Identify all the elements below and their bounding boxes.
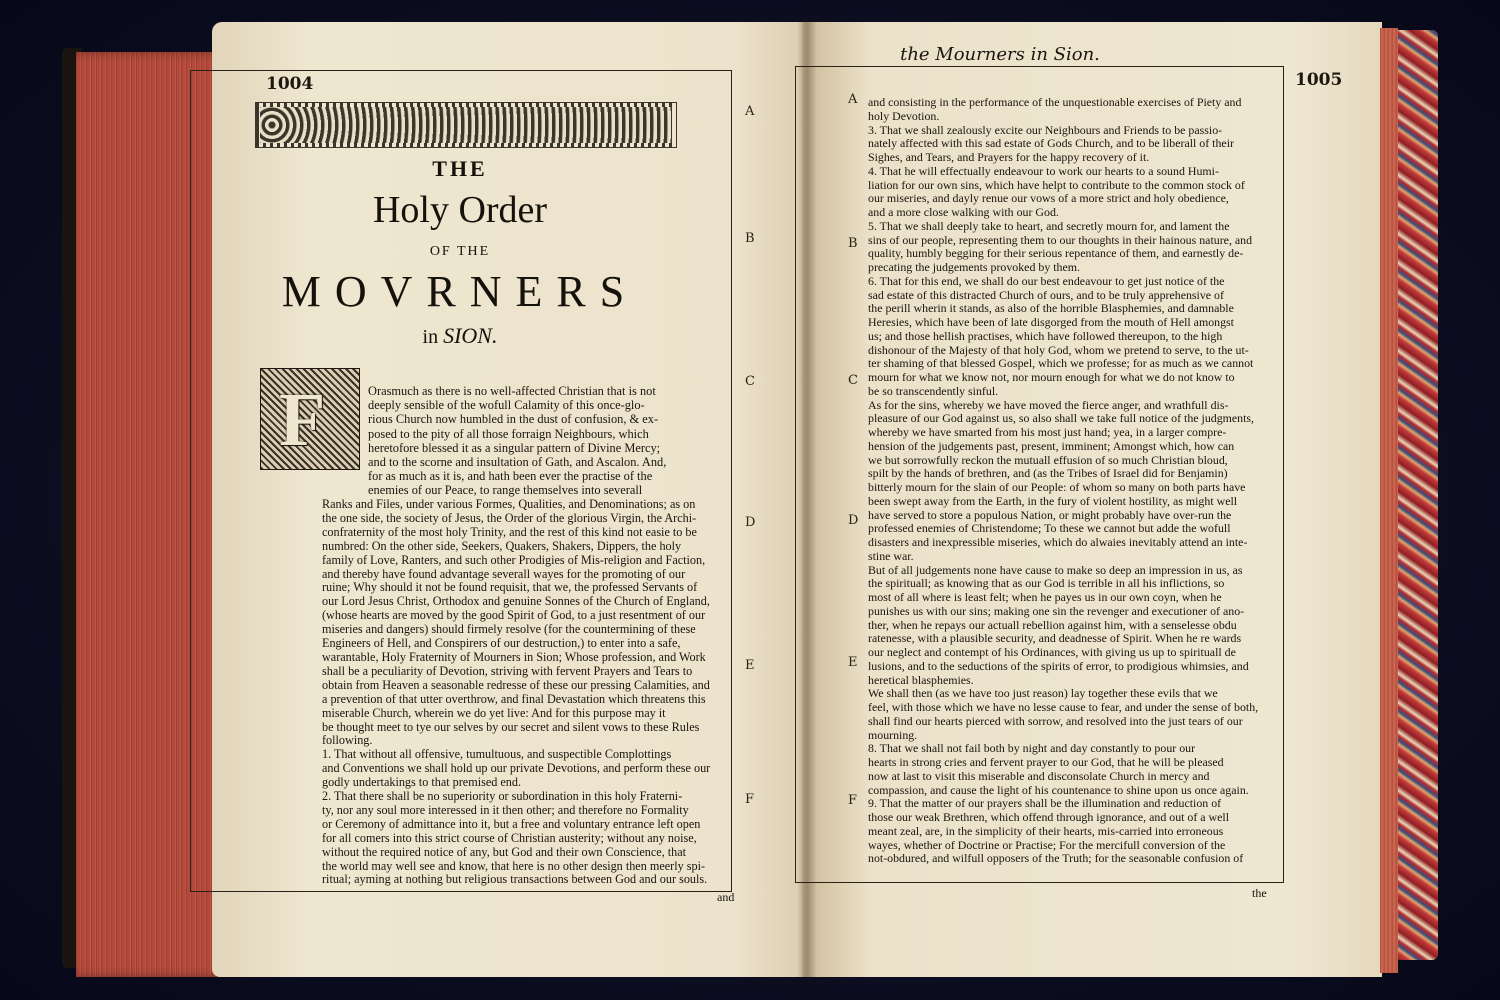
title-mourners: MOVRNERS [281, 267, 639, 316]
headpiece-ornament [255, 102, 677, 148]
text-line: heretical blasphemies. [868, 673, 974, 687]
text-line: most of all where is least felt; when he payes us in our own coyn, when he [868, 591, 1222, 604]
left-body-text [322, 498, 735, 887]
text-line: 4. That he will effectually endeavour to work our hearts to a sound Humi- [868, 164, 1219, 178]
right-page-number: 1005 [1295, 70, 1343, 90]
text-line: posed to the pity of all those forraign Neighbours, which [368, 426, 649, 441]
left-margin-letter-c: C [745, 374, 755, 389]
text-line: and a more close walking with our God. [868, 206, 1059, 219]
text-line: Sighes, and Tears, and Prayers for the happy recovery of it. [868, 151, 1150, 164]
right-page-edges [1380, 28, 1398, 973]
drop-cap-initial [260, 368, 360, 470]
text-line: punishes us with our sins; making one sin the revenger and executioner of ano- [868, 604, 1245, 618]
text-line: 3. That we shall zealously excite our Neighbours and Friends to be passio- [868, 123, 1223, 137]
text-line: our miseries, and dayly renue our vows of a more strict and holy obedience, [868, 192, 1229, 206]
title-in: in [422, 326, 439, 348]
text-line: the world may well see and know, that here is no other design then meerly spi- [322, 859, 706, 873]
text-line: bitterly mourn for the slain of our People: of whom so many on both parts have [868, 481, 1246, 494]
text-line: hearts in strong cries and fervent prayer to our God, that he will be pleased [868, 756, 1224, 769]
left-margin-letter-d: D [745, 515, 756, 530]
text-line: have served to store a populous Nation, or might probably have over-run the [868, 508, 1232, 522]
right-margin-letter-f: F [848, 793, 858, 808]
text-line: ritual; ayming at nothing but religious transactions between God and our souls. [322, 873, 708, 887]
text-line: As for the sins, whereby we have moved the fierce anger, and wrathfull dis- [868, 398, 1229, 412]
title-block [250, 148, 670, 349]
text-line: our neglect and contempt of his Ordinances, with giving us up to spirituall de [868, 646, 1236, 659]
text-line: a prevention of that utter overthrow, and final Devastation which threatens this [322, 692, 706, 706]
right-margin-letter-b: B [848, 236, 858, 251]
marbled-endpaper [1398, 30, 1438, 960]
text-line: ratenesse, with a plausible security, and deadnesse of Spirit. When he re wards [868, 632, 1242, 646]
text-line: mourning. [868, 728, 918, 742]
text-line: Orasmuch as there is no well-affected Christian that is not [368, 384, 656, 398]
left-margin-letter-b: B [745, 231, 755, 246]
text-line: whereby we have smarted from his most just hand; yea, in a larger compre- [868, 426, 1227, 439]
text-line: for as much as it is, and hath been ever the practise of the [368, 469, 653, 484]
text-line: miseries and dangers) should firmely resolve (for the countermining of these [322, 623, 696, 637]
text-line: for all comers into this strict course of Christian austerity; without any noise, [322, 831, 697, 845]
text-line: ter shaming of that blessed Gospel, which we professe; for as much as we cannot [868, 357, 1254, 371]
text-line: professed enemies of Christendome; To these we cannot but adde the wofull [868, 522, 1231, 536]
text-line: or Ceremony of admittance into it, but a free and voluntary entrance left open [322, 817, 701, 831]
text-line: family of Love, Ranters, and such other Prodigies of Mis-religion and Faction, [322, 553, 706, 567]
text-line: not-obdured, and wilfull opposers of the Truth; for the seasonable confusion of [868, 852, 1244, 866]
text-line: be so transcendently sinful. [868, 384, 999, 398]
title-sion: SION. [443, 323, 498, 348]
title-in-sion [250, 323, 670, 349]
text-line: and thereby have found advantage severall wayes for the promoting of our [322, 567, 686, 581]
right-margin-letter-d: D [848, 513, 859, 528]
text-line: we but sorrowfully reckon the mutuall effusion of so much Christian bloud, [868, 453, 1228, 467]
text-line: pleasure of our God against us, so also shall we take full notice of the judgments, [868, 412, 1255, 426]
text-line: Heresies, which have been of late disgorged from the mouth of Hell amongst [868, 316, 1234, 329]
text-line: dishonour of the Majesty of that holy God, whom we pretend to serve, to the ut- [868, 343, 1249, 357]
text-line: those our weak Brethren, which offend through ignorance, and out of a well [868, 811, 1230, 824]
text-line: our Lord Jesus Christ, Orthodox and genuine Sonnes of the Church of England, [322, 595, 710, 609]
text-line: sad estate of this distracted Church of ours, and to be truly apprehensive of [868, 288, 1224, 302]
text-line: obtain from Heaven a seasonable redresse of these our pressing Calamities, and [322, 678, 710, 692]
text-line: stine war. [868, 549, 914, 563]
text-line: heretofore blessed it as a singular pattern of Divine Mercy; [368, 440, 661, 455]
text-line: be thought meet to tye our selves by our secret and silent vows to these Rules [322, 720, 700, 734]
text-line: 5. That we shall deeply take to heart, and secretly mourn for, and lament the [868, 219, 1230, 233]
title-the: THE [432, 156, 488, 181]
text-line: mourn for what we know not, nor mourn enough for what we do not know to [868, 371, 1235, 384]
text-line: confraternity of the most holy Trinity, and the rest of this kind not easie to be [322, 525, 697, 539]
text-line: wayes, whether of Doctrine or Practise; For the mercifull conversion of the [868, 838, 1226, 852]
text-line: lusions, and to the seductions of the spirits of error, to prodigious whimsies, and [868, 659, 1249, 673]
left-margin-letter-e: E [745, 658, 755, 673]
text-line: miserable Church, wherein we do yet live: And for this purpose may it [322, 706, 666, 720]
text-line: without the required notice of any, but God and their own Conscience, that [322, 845, 687, 859]
text-line: nately affected with this sad estate of Gods Church, and to be liberall of their [868, 137, 1234, 151]
right-body-text [868, 96, 1276, 866]
text-line: rious Church now humbled in the dust of confusion, & ex- [368, 412, 659, 427]
text-line: shall be a peculiarity of Devotion, striving with fervent Prayers and Tears to [322, 664, 693, 678]
text-line: deeply sensible of the wofull Calamity of this once-glo- [368, 398, 645, 413]
text-line: the spirituall; as knowing that as our God is terrible in all his inflictions, so [868, 577, 1225, 591]
text-line: shall find our hearts pierced with sorrow, and resolved into the just tears of our [868, 714, 1243, 728]
text-line: But of all judgements none have cause to make so deep an impression in us, as [868, 563, 1243, 577]
text-line: sins of our people, representing them to our thoughts in their hainous nature, and [868, 233, 1253, 247]
text-line: feel, with those which we have no lesse cause to fear, and under the sense of both, [868, 701, 1259, 714]
text-line: ther, when he repays our actuall rebellion against him, with a senselesse obdu [868, 618, 1237, 632]
text-line: 8. That we shall not fail both by night and day constantly to pour our [868, 742, 1196, 756]
text-line: Engineers of Hell, and Conspirers of our destruction,) to enter into a safe, [322, 637, 681, 651]
text-line: the perill wherin it stands, as also of the horrible Blasphemies, and damnable [868, 302, 1234, 316]
text-line: warantable, Holy Fraternity of Mourners in Sion; Whose profession, and Work [322, 650, 706, 664]
text-line: now at last to visit this miserable and disconsolate Church in mercy and [868, 769, 1210, 783]
right-margin-letter-c: C [848, 373, 858, 388]
text-line: enemies of our Peace, to range themselves into severall [368, 483, 643, 498]
text-line: spilt by the hands of brethren, and (as the Tribes of Israel did for Benjamin) [868, 467, 1228, 481]
text-line: ty, nor any soul more interessed in it then other; and therefore no Formality [322, 803, 689, 817]
title-holy-order: Holy Order [372, 189, 548, 231]
text-line: Ranks and Files, under various Formes, Qualities, and Denominations; as on [322, 498, 696, 511]
text-line: following. [322, 734, 373, 748]
left-margin-letter-a: A [745, 104, 755, 119]
text-line: hension of the judgements past, present, imminent; Amongst which, how can [868, 439, 1235, 453]
text-line: meant zeal, are, in the simplicity of their hearts, mis-carried into erroneous [868, 824, 1224, 838]
left-intro-text [368, 384, 735, 498]
text-line: 6. That for this end, we shall do our best endeavour to get just notice of the [868, 274, 1225, 288]
text-line: holy Devotion. [868, 109, 940, 123]
text-line: 2. That there shall be no superiority or subordination in this holy Fraterni- [322, 790, 683, 804]
text-line: 9. That the matter of our prayers shall be the illumination and reduction of [868, 797, 1222, 811]
text-line: numbred: On the other side, Seekers, Quakers, Shakers, Dippers, the holy [322, 539, 682, 553]
left-margin-letter-f: F [745, 792, 755, 807]
right-margin-letter-a: A [848, 92, 858, 107]
drop-cap-letter: F [279, 378, 326, 462]
right-catchword: the [1252, 886, 1267, 900]
text-line: us; and those hellish practises, which have followed thereupon, to the high [868, 329, 1223, 343]
text-line: compassion, and cause the light of his countenance to shine upon us once again. [868, 783, 1249, 797]
text-line: been swept away from the Earth, in the fury of violent hostility, as might well [868, 494, 1238, 508]
right-margin-letter-e: E [848, 655, 858, 670]
text-line: disasters and inexpressible miseries, which do alwaies inevitably attend an inte- [868, 536, 1248, 549]
text-line: 1. That without all offensive, tumultuous, and suspectible Complottings [322, 748, 672, 762]
text-line: and to the scorne and insultation of Gath, and Ascalon. And, [368, 455, 667, 470]
text-line: godly undertakings to that premised end. [322, 776, 522, 790]
left-page-number: 1004 [266, 74, 314, 94]
title-of-the: OF THE [429, 244, 491, 259]
text-line: the one side, the society of Jesus, the Order of the glorious Virgin, the Archi- [322, 511, 697, 525]
left-catchword: and [717, 890, 735, 904]
text-line: precating the judgements provoked by them. [868, 261, 1080, 274]
text-line: We shall then (as we have too just reason) lay together these evils that we [868, 687, 1218, 701]
text-line: and consisting in the performance of the unquestionable exercises of Piety and [868, 96, 1242, 109]
running-head: the Mourners in Sion. [900, 44, 1100, 65]
text-line: (whose hearts are moved by the good Spirit of God, to a just resentment of our [322, 609, 706, 623]
text-line: liation for our own sins, which have helpt to contribute to the common stock of [868, 178, 1245, 192]
text-line: ruine; Why should it not be found requisit, that we, the professed Servants of [322, 581, 698, 595]
text-line: and Conventions we shall hold up our private Devotions, and perform these our [322, 762, 711, 776]
text-line: quality, humbly begging for their serious repentance of them, and earnestly de- [868, 247, 1244, 261]
